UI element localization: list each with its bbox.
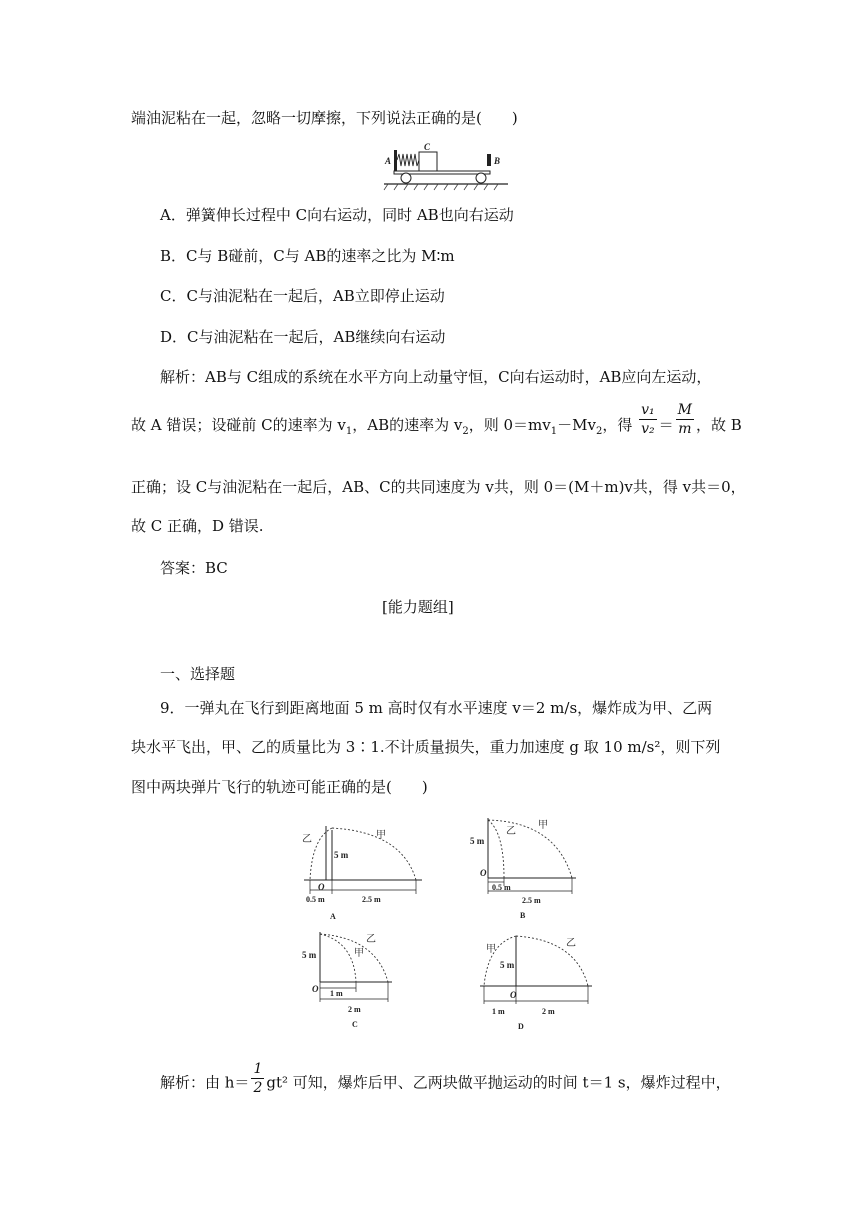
trajectory-diagram-a	[292, 818, 432, 926]
diagram-a-d2: 2.5 m	[362, 895, 381, 904]
diagram-d-d1: 1 m	[492, 1007, 505, 1016]
diagram-c-jia: 甲	[354, 948, 364, 959]
q8-option-d: D．C与油泥粘在一起后，AB继续向右运动	[160, 328, 446, 346]
label-c: C	[424, 142, 431, 152]
diagram-d-jia: 甲	[486, 944, 496, 955]
q9-analysis: 解析：由 h＝ $\frac{1}{2}$ gt² 可知，爆炸后甲、乙两块做平抛运动的时间 t＝1 s，爆炸过程中，	[160, 1061, 731, 1096]
q8-analysis-line4: 故 C 正确，D 错误.	[131, 517, 264, 535]
q8-option-c: C．C与油泥粘在一起后，AB立即停止运动	[160, 287, 445, 305]
trajectory-diagram-d	[476, 928, 600, 1034]
label-b: B	[494, 156, 501, 166]
q8-option-b: B．C与 B碰前，C与 AB的速率之比为 M∶m	[160, 247, 455, 265]
diagram-d-origin: O	[510, 990, 517, 1000]
q8-stem-tail: 端油泥粘在一起，忽略一切摩擦，下列说法正确的是( )	[131, 109, 518, 127]
q8-option-a: A．弹簧伸长过程中 C向右运动，同时 AB也向右运动	[160, 206, 514, 224]
q8-analysis-line1: 解析：AB与 C组成的系统在水平方向上动量守恒，C向右运动时，AB应向左运动，	[160, 368, 712, 386]
diagram-d-label: D	[518, 1022, 524, 1031]
ratio-fraction-v: $\frac{\text{v₁}}{\text{v₂}}$	[641, 401, 655, 437]
q8-analysis-line3: 正确；设 C与油泥粘在一起后，AB、C的共同速度为 v共，则 0＝(M＋m)v共，得 v共＝0，	[131, 478, 746, 496]
diagram-c-d2: 2 m	[348, 1005, 361, 1014]
section-title: [能力题组]	[382, 598, 454, 616]
ratio-fraction-m: $\frac{M}{m}$	[677, 401, 693, 437]
label-a: A	[385, 156, 392, 166]
diagram-a-d1: 0.5 m	[306, 895, 325, 904]
diagram-c-d1: 1 m	[330, 989, 343, 998]
diagram-c-origin: O	[312, 984, 319, 994]
diagram-d-yi: 乙	[566, 938, 576, 949]
section-subtitle: 一、选择题	[160, 665, 236, 683]
diagram-c-yi: 乙	[366, 934, 376, 945]
q9-line2: 块水平飞出，甲、乙的质量比为 3∶1.不计质量损失，重力加速度 g 取 10 m/s²，则下列	[131, 738, 721, 756]
diagram-d-d2: 2 m	[542, 1007, 555, 1016]
diagram-a-height: 5 m	[334, 850, 349, 860]
q8-answer: 答案：BC	[160, 559, 228, 577]
q9-line1: 9．一弹丸在飞行到距离地面 5 m 高时仅有水平速度 v＝2 m/s，爆炸成为甲、乙两	[160, 699, 713, 717]
diagram-c-height: 5 m	[302, 950, 317, 960]
cart-figure	[380, 140, 510, 192]
diagram-a-jia: 甲	[376, 830, 386, 841]
q9-line3: 图中两块弹片飞行的轨迹可能正确的是( )	[131, 778, 428, 796]
diagram-b-yi: 乙	[506, 826, 516, 837]
diagram-b-d2: 2.5 m	[522, 896, 541, 905]
diagram-a-label: A	[330, 912, 336, 921]
trajectory-diagram-c	[296, 926, 406, 1036]
diagram-d-height: 5 m	[500, 960, 515, 970]
trajectory-diagram-b	[466, 812, 586, 922]
diagram-a-yi: 乙	[302, 834, 312, 845]
diagram-b-jia: 甲	[538, 820, 548, 831]
diagram-b-d1: 0.5 m	[492, 883, 511, 892]
diagram-a-origin: O	[318, 882, 325, 892]
diagram-b-origin: O	[480, 868, 487, 878]
diagram-b-height: 5 m	[470, 836, 485, 846]
half-fraction: $\frac{1}{2}$	[253, 1061, 263, 1096]
q8-analysis-line2: 故 A 错误；设碰前 C的速率为 $v_1$，AB的速率为 $v_2$，则 $0=mv_1-Mv_2$，得 $\frac{\text{v₁}}{\text{v₂}}$ ＝ $\frac{M}{m}$ ，故 B	[131, 401, 742, 437]
diagram-b-label: B	[520, 911, 526, 920]
diagram-c-label: C	[352, 1020, 358, 1029]
